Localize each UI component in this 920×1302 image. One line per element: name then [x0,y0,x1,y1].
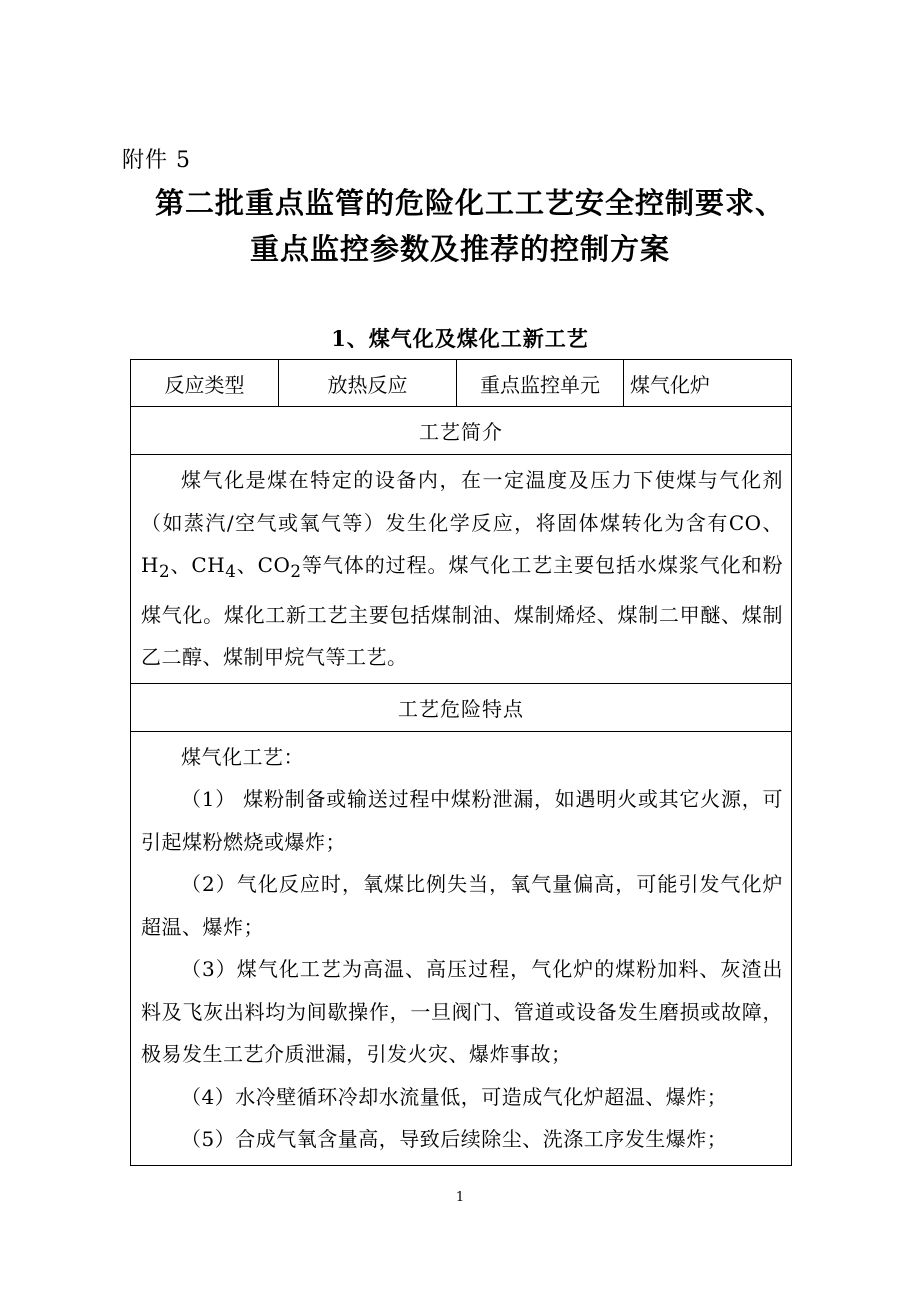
reaction-type-label: 反应类型 [131,360,279,407]
hazard-item: （2）气化反应时，氧煤比例失当，氧气量偏高，可能引发气化炉超温、爆炸； [141,872,783,939]
hazard-item: （3）煤气化工艺为高温、高压过程，气化炉的煤粉加料、灰渣出料及飞灰出料均为间歇操作，一旦阀门、管道或设备发生磨损或故障，极易发生工艺介质泄漏，引发火灾、爆炸事故； [141,957,783,1066]
reaction-type-value: 放热反应 [279,360,457,407]
intro-paragraph [141,459,783,679]
h2-subscript: 2 [158,562,171,581]
ch4-subscript: 4 [225,562,237,581]
intro-text-part-1: 煤气化是煤在特定的设备内，在一定温度及压力下使煤与气化剂（如蒸汽/空气或氧气等）发生化学反应，将固体煤转化为含有CO、H [141,468,783,577]
document-title-line-1: 第二批重点监管的危险化工工艺安全控制要求、 [154,186,785,220]
hazard-row [131,731,792,1165]
process-table [130,359,792,1166]
hazard-item: 煤气化工艺： [181,744,304,769]
hazard-header: 工艺危险特点 [131,683,792,731]
intro-text-part-4: 等气体的过程。煤气化工艺主要包括水煤浆气化和粉煤气化。煤化工新工艺主要包括煤制油、煤制烯烃、煤制二甲醚、煤制乙二醇、煤制甲烷气等工艺。 [141,553,784,669]
intro-header-row [131,407,792,455]
intro-header: 工艺简介 [131,407,792,455]
hazard-item: （4）水冷壁循环冷却水流量低，可造成气化炉超温、爆炸； [181,1084,728,1109]
intro-text-cell [131,455,792,684]
hazard-item: （1） 煤粉制备或输送过程中煤粉泄漏，如遇明火或其它火源，可引起煤粉燃烧或爆炸； [141,787,783,854]
intro-text-part-2: 、CH [170,553,226,577]
hazard-header-row [131,683,792,731]
attachment-label: 附件 5 [122,148,191,173]
section-heading: 1、煤气化及煤化工新工艺 [331,326,589,351]
reaction-type-row [131,360,792,407]
monitor-unit-label: 重点监控单元 [457,360,624,407]
document-title-line-2: 重点监控参数及推荐的控制方案 [249,232,670,266]
intro-row [131,455,792,684]
monitor-unit-value: 煤气化炉 [624,360,792,407]
hazard-item: （5）合成气氧含量高，导致后续除尘、洗涤工序发生爆炸； [181,1127,728,1151]
intro-text-part-3: 、CO [236,553,291,577]
co2-subscript: 2 [290,562,302,581]
hazard-text-cell [131,731,792,1165]
page-number: 1 [455,1190,465,1205]
